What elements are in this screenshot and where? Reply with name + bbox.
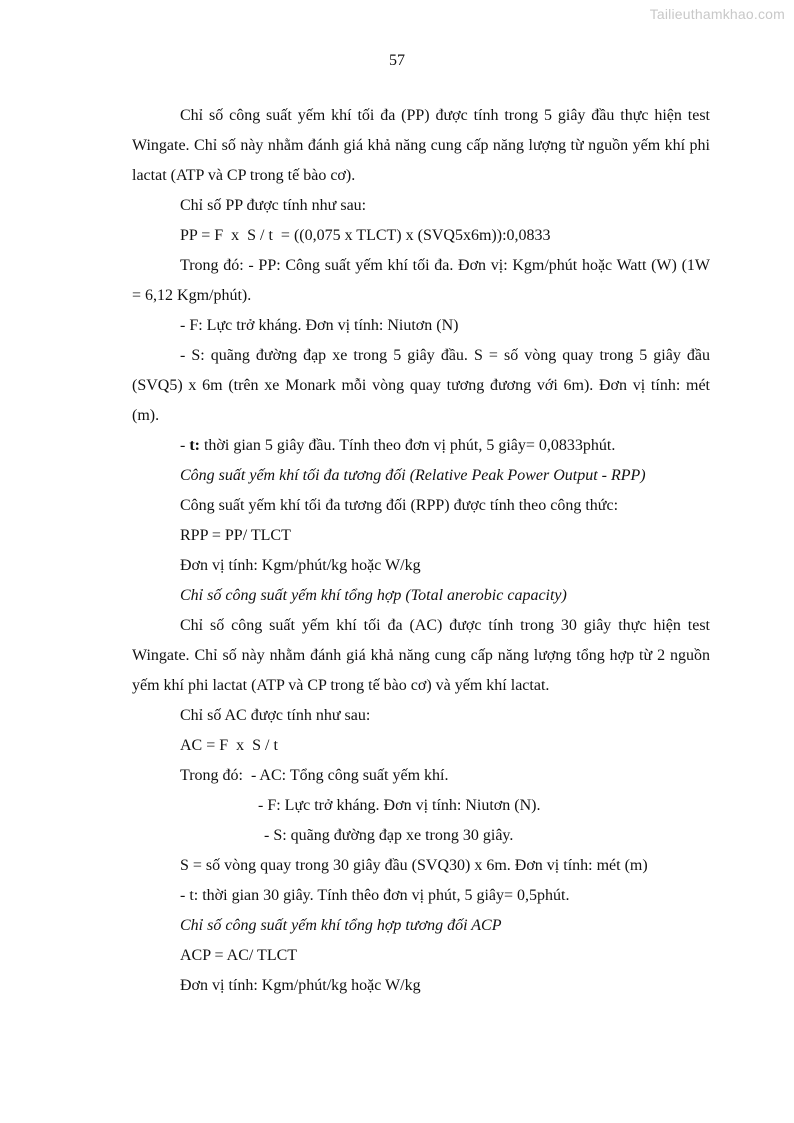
watermark: Tailieuthamkhao.com	[649, 6, 785, 22]
paragraph-pp-calc-heading: Chỉ số PP được tính như sau:	[180, 197, 367, 214]
paragraph-ac-s-formula: S = số vòng quay trong 30 giây đầu (SVQ30) x 6m. Đơn vị tính: mét (m)	[180, 857, 648, 874]
t-rest: thời gian 5 giây đầu. Tính theo đơn vị phút, 5 giây= 0,0833phút.	[199, 437, 616, 454]
paragraph-pp-definition: Trong đó: - PP: Công suất yếm khí tối đa. Đơn vị: Kgm/phút hoặc Watt (W) (1W = 6,12 Kgm/phút).	[132, 257, 710, 304]
formula-pp: PP = F x S / t = ((0,075 x TLCT) x (SVQ5x6m)):0,0833	[180, 227, 551, 244]
paragraph-rpp-intro: Công suất yếm khí tối đa tương đối (RPP) được tính theo công thức:	[180, 497, 619, 514]
paragraph-ac-t-definition: - t: thời gian 30 giây. Tính thêo đơn vị phút, 5 giây= 0,5phút.	[180, 887, 570, 904]
document-body	[132, 101, 710, 1001]
heading-ac: Chỉ số công suất yếm khí tổng hợp (Total anerobic capacity)	[180, 587, 567, 604]
paragraph-s-definition: - S: quãng đường đạp xe trong 5 giây đầu. S = số vòng quay trong 5 giây đầu (SVQ5) x 6m (trên xe Monark mỗi vòng quay tương đương với 6m). Đơn vị tính: mét (m).	[132, 347, 710, 424]
t-prefix: -	[180, 437, 190, 454]
paragraph-rpp-unit: Đơn vị tính: Kgm/phút/kg hoặc W/kg	[180, 557, 421, 574]
paragraph-t-definition	[132, 431, 710, 461]
heading-rpp: Công suất yếm khí tối đa tương đối (Relative Peak Power Output - RPP)	[180, 467, 646, 484]
paragraph-ac-f-definition: - F: Lực trở kháng. Đơn vị tính: Niutơn (N).	[258, 797, 541, 814]
paragraph-acp-unit: Đơn vị tính: Kgm/phút/kg hoặc W/kg	[180, 977, 421, 994]
formula-ac: AC = F x S / t	[180, 737, 278, 754]
paragraph-ac-s-definition: - S: quãng đường đạp xe trong 30 giây.	[264, 827, 514, 844]
paragraph-ac-definition: Trong đó: - AC: Tổng công suất yếm khí.	[180, 767, 449, 784]
formula-rpp: RPP = PP/ TLCT	[180, 527, 291, 544]
paragraph-pp-intro: Chỉ số công suất yếm khí tối đa (PP) được tính trong 5 giây đầu thực hiện test Wingate. Chỉ số này nhằm đánh giá khả năng cung cấp năng lượng từ nguồn yếm khí phi lactat (ATP và CP trong tế bào cơ).	[132, 107, 710, 184]
paragraph-f-definition: - F: Lực trở kháng. Đơn vị tính: Niutơn (N)	[180, 317, 459, 334]
paragraph-ac-intro: Chỉ số công suất yếm khí tối đa (AC) được tính trong 30 giây thực hiện test Wingate. Chỉ số này nhằm đánh giá khả năng cung cấp năng lượng tổng hợp từ 2 nguồn yếm khí phi lactat (ATP và CP trong tế bào cơ) và yếm khí lactat.	[132, 617, 710, 694]
t-symbol: t:	[189, 437, 200, 454]
paragraph-ac-calc-heading: Chỉ số AC được tính như sau:	[180, 707, 371, 724]
page-number: 57	[389, 52, 405, 69]
formula-acp: ACP = AC/ TLCT	[180, 947, 298, 964]
heading-acp: Chỉ số công suất yếm khí tổng hợp tương đối ACP	[180, 917, 502, 934]
